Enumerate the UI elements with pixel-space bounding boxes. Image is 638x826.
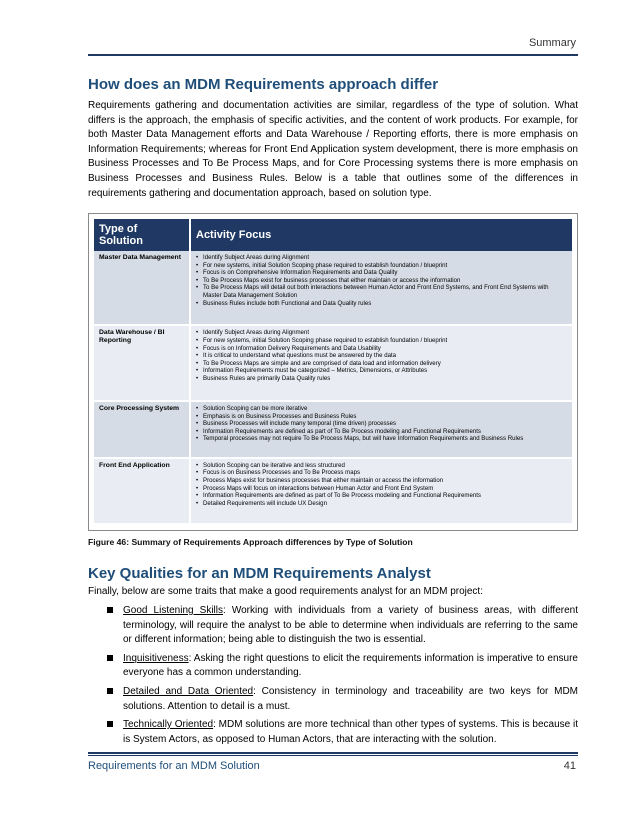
traits-list	[88, 604, 578, 751]
table-header-row	[94, 219, 572, 251]
square-bullet-icon	[107, 655, 113, 661]
list-item: • Business Rules include both Functional and Data Quality rules	[203, 300, 567, 308]
list-item: • Information Requirements are defined as part of To Be Process modeling and Functional Requirements	[203, 428, 567, 436]
list-item	[88, 604, 578, 648]
list-item	[88, 718, 578, 747]
list-item: • To Be Process Maps exist for business processes that either maintain or access the information	[203, 277, 567, 285]
section-heading-approach: How does an MDM Requirements approach differ	[88, 76, 439, 93]
list-item: • Process Maps exist for business processes that either maintain or access the information	[203, 477, 567, 485]
activity-focus-cell	[190, 401, 572, 458]
list-item: • Focus is on Business Processes and To Be Process maps	[203, 469, 567, 477]
trait-text: : MDM solutions are more technical than other types of systems. This is because it is System Actors, as opposed to Human Actors, that are interacting with the solution.	[123, 719, 579, 745]
figure-table	[88, 213, 578, 531]
table-row	[94, 325, 572, 401]
table-row	[94, 251, 572, 325]
solution-type-cell: Core Processing System	[94, 401, 190, 458]
list-item: • Identify Subject Areas during Alignment	[203, 329, 567, 337]
footer-title: Requirements for an MDM Solution	[88, 760, 260, 772]
intro-paragraph: Requirements gathering and documentation activities are similar, regardless of the type of solution. What differs is the approach, the emphasis of specific activities, and the content of work products. For example, for both Master Data Management efforts and Data Warehouse / Reporting efforts, there is more emphasis on Information Requirements; whereas for Front End Application system development, there is more emphasis on Business Processes and To Be Process Maps, and for Core Processing systems there is more emphasis on Business Processes and Business Rules. Below is a table that outlines some of the differences in requirements gathering and documentation approach, based on solution type.	[88, 100, 578, 199]
list-item: • Business Processes will include many temporal (time driven) processes	[203, 420, 567, 428]
list-item: • Solution Scoping can be more iterative	[203, 405, 567, 413]
list-item: • For new systems, initial Solution Scoping phase required to establish foundation / blueprint	[203, 337, 567, 345]
section-heading-qualities: Key Qualities for an MDM Requirements Analyst	[88, 565, 431, 582]
list-item: • Temporal processes may not require To Be Process Maps, but will have Information Requirements and Business Rules	[203, 435, 567, 443]
list-item: • Process Maps will focus on interactions between Human Actor and Front End System	[203, 485, 567, 493]
list-item: • Focus is on Comprehensive Information Requirements and Data Quality	[203, 269, 567, 277]
list-item: • Detailed Requirements will include UX Design	[203, 500, 567, 508]
solution-type-cell: Front End Application	[94, 458, 190, 524]
table-row	[94, 401, 572, 458]
qualities-intro: Finally, below are some traits that make a good requirements analyst for an MDM project:	[88, 586, 483, 597]
list-item: • Emphasis is on Business Processes and Business Rules	[203, 413, 567, 421]
footer-rule-thin	[88, 755, 578, 756]
list-item: • Business Rules are primarily Data Quality rules	[203, 375, 567, 383]
header-rule	[88, 54, 578, 56]
activity-focus-cell	[190, 458, 572, 524]
solution-approach-table	[94, 219, 572, 525]
trait-term: Technically Oriented	[123, 719, 214, 731]
list-item: • Identify Subject Areas during Alignment	[203, 254, 567, 262]
column-header-focus: Activity Focus	[190, 219, 572, 251]
list-item: • It is critical to understand what questions must be answered by the data	[203, 352, 567, 360]
list-item	[88, 652, 578, 681]
list-item: • Solution Scoping can be iterative and less structured	[203, 462, 567, 470]
footer-rule	[88, 752, 578, 754]
list-item	[88, 685, 578, 714]
solution-type-cell: Master Data Management	[94, 251, 190, 325]
trait-term: Inquisitiveness	[123, 652, 189, 664]
list-item: • To Be Process Maps are simple and are comprised of data load and information delivery	[203, 360, 567, 368]
square-bullet-icon	[107, 721, 113, 727]
square-bullet-icon	[107, 607, 113, 613]
trait-text: : Working with individuals from a variety of business areas, with different terminology, will require the analyst to be able to determine when individuals are referring to the same or different information; being able to distinguish the two is essential.	[123, 605, 578, 646]
list-item: • Focus is on Information Delivery Requirements and Data Usability	[203, 345, 567, 353]
square-bullet-icon	[107, 688, 113, 694]
list-item: • To Be Process Maps will detail out both interactions between Human Actor and Front End Systems, and Front End Systems with Master Data Management Solution	[203, 284, 567, 299]
column-header-type: Type of Solution	[94, 219, 190, 251]
trait-term: Detailed and Data Oriented	[123, 685, 254, 697]
running-header: Summary	[528, 37, 576, 49]
solution-type-cell: Data Warehouse / BI Reporting	[94, 325, 190, 401]
trait-text: : Consistency in terminology and traceability are two keys for MDM solutions. Attention to detail is a must.	[123, 685, 578, 712]
list-item: • Information Requirements are defined as part of To Be Process modeling and Functional Requirements	[203, 492, 567, 500]
table-row	[94, 458, 572, 524]
trait-term: Good Listening Skills	[123, 605, 223, 616]
page-number: 41	[563, 760, 576, 772]
trait-text: : Asking the right questions to elicit the requirements information is imperative to ensure everyone has a common understanding.	[123, 652, 578, 679]
list-item: • For new systems, initial Solution Scoping phase required to establish foundation / blueprint	[203, 262, 567, 270]
list-item: • Information Requirements must be categorized – Metrics, Dimensions, or Attributes	[203, 367, 567, 375]
activity-focus-cell	[190, 325, 572, 401]
figure-caption: Figure 46: Summary of Requirements Approach differences by Type of Solution	[88, 537, 413, 547]
activity-focus-cell	[190, 251, 572, 325]
